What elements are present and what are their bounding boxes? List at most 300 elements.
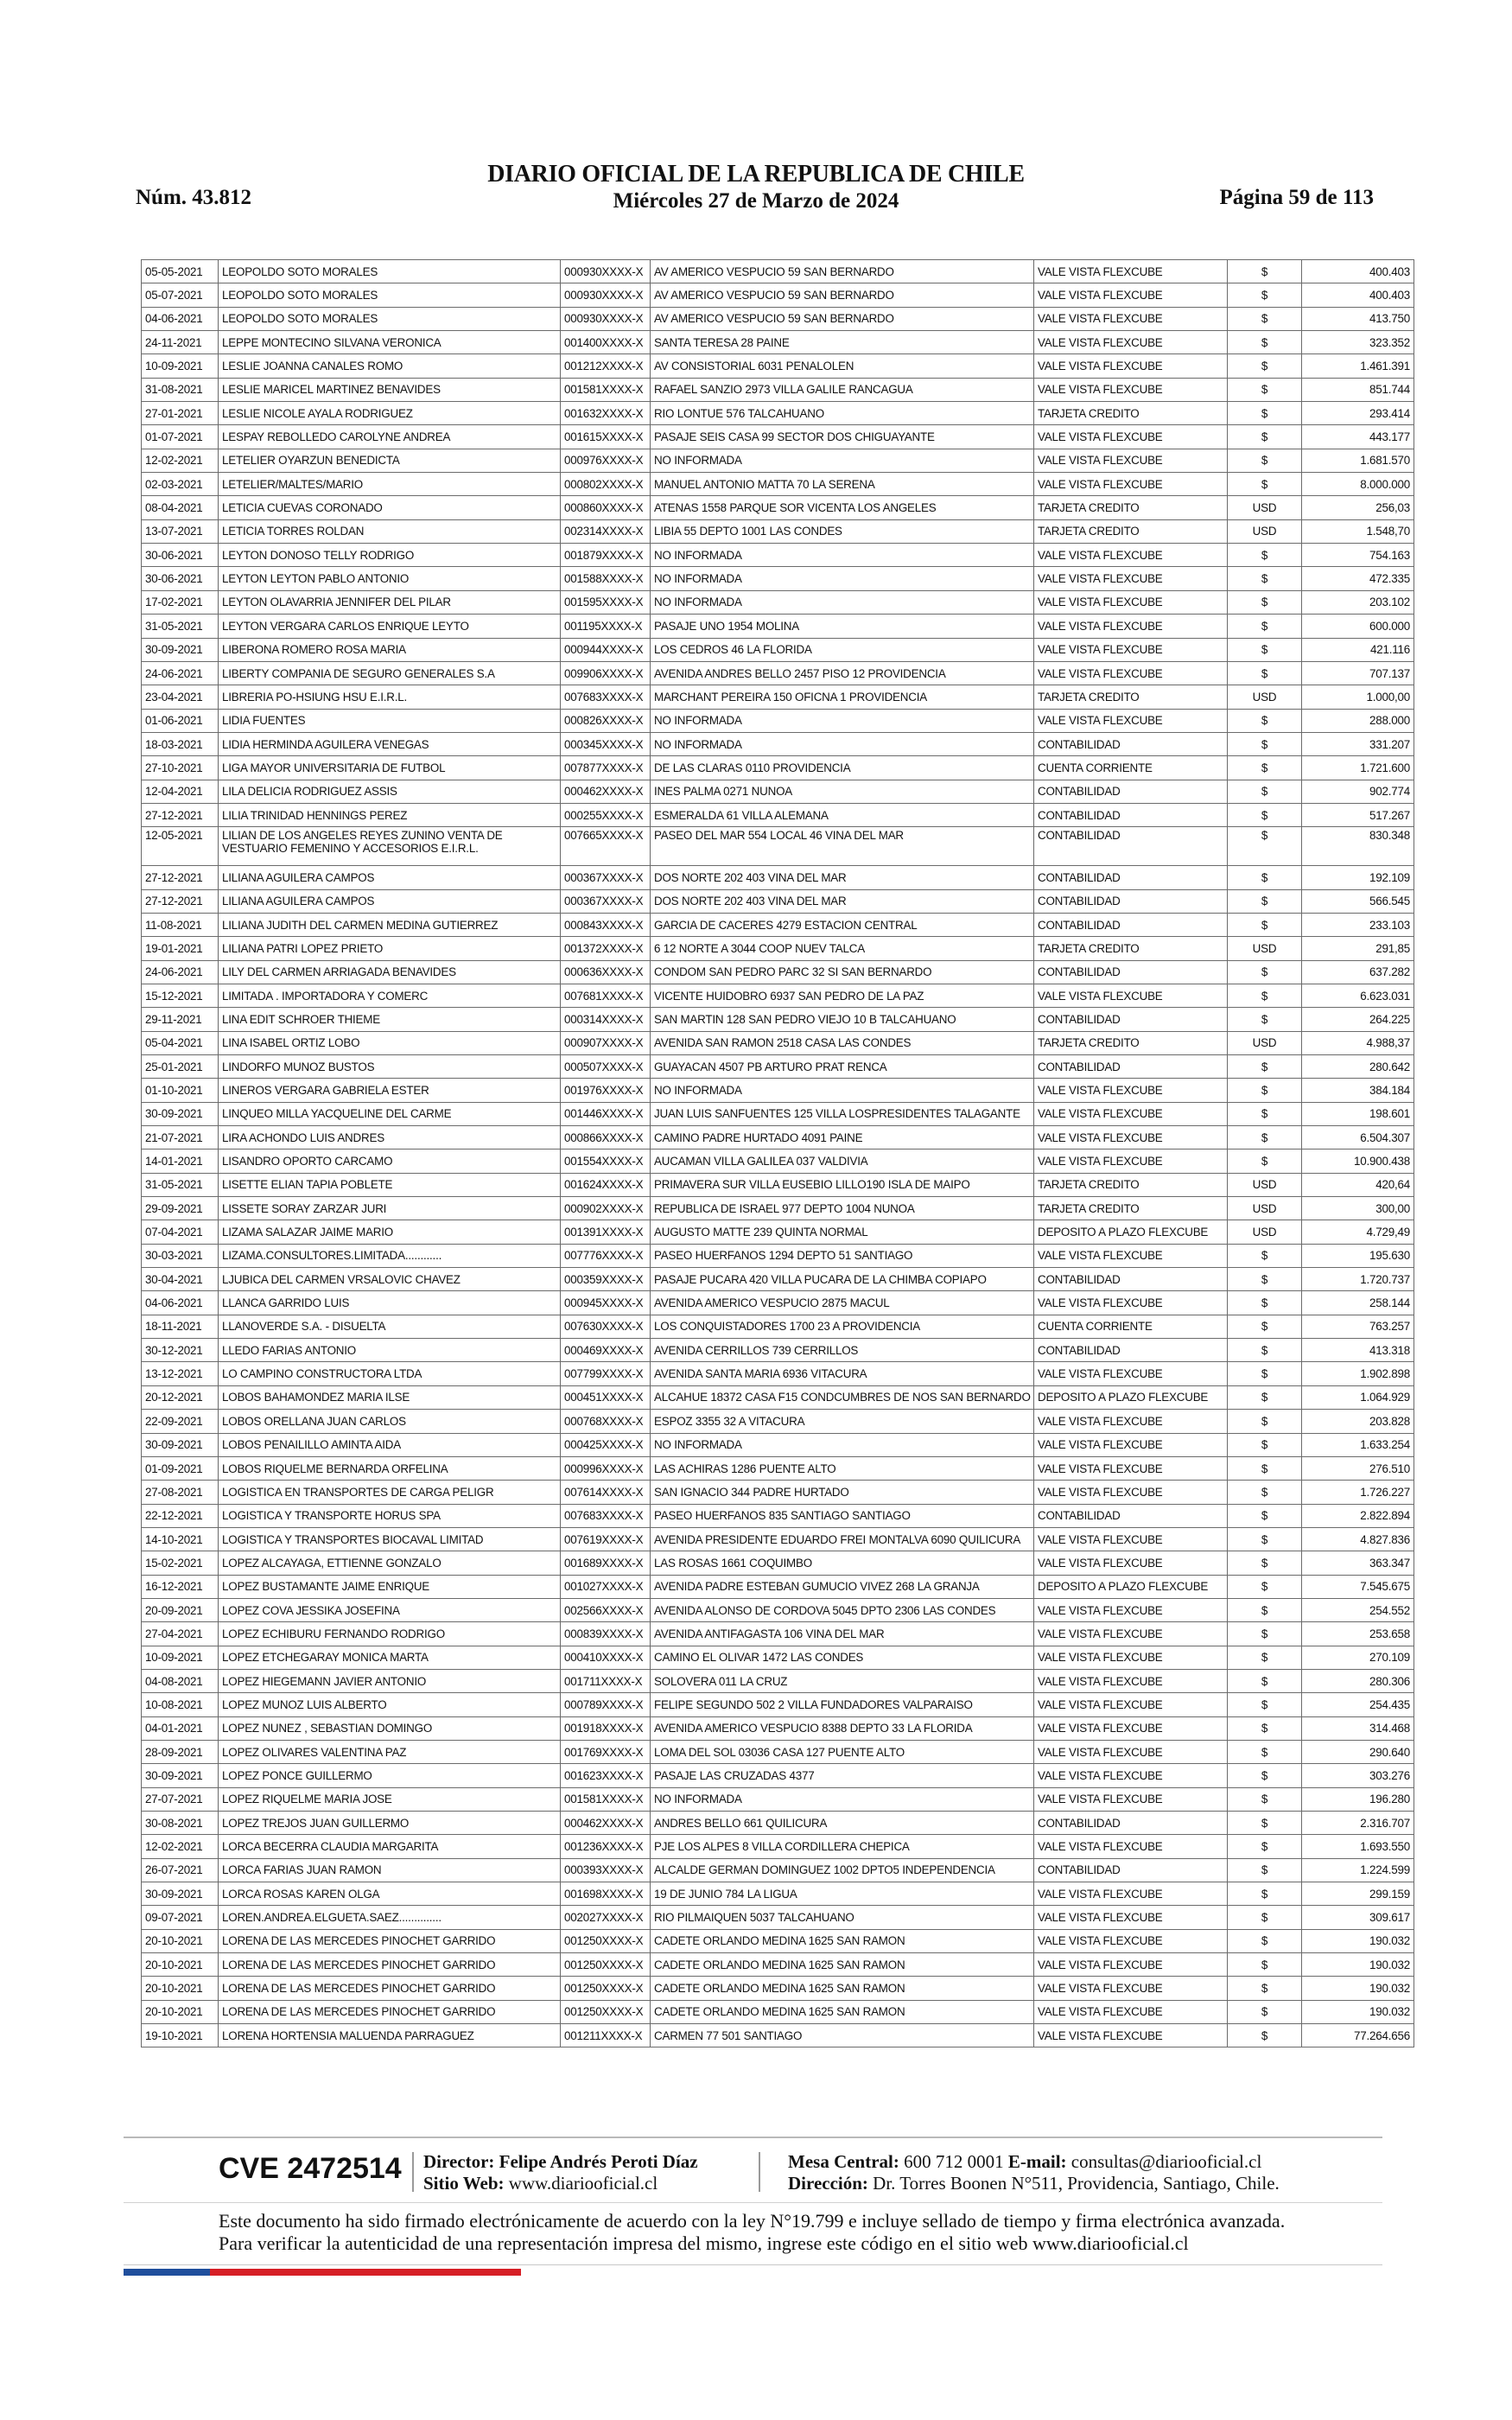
- cell-currency: $: [1228, 1008, 1302, 1031]
- cell-date: 28-09-2021: [142, 1740, 219, 1763]
- cell-rut: 001446XXXX-X: [561, 1102, 651, 1125]
- cell-product: VALE VISTA FLEXCUBE: [1034, 1835, 1228, 1858]
- cell-rut: 001211XXXX-X: [561, 2024, 651, 2047]
- table-row: [142, 1764, 1414, 1787]
- cell-currency: $: [1228, 1456, 1302, 1480]
- cell-product: VALE VISTA FLEXCUBE: [1034, 1244, 1228, 1267]
- table-row: [142, 496, 1414, 519]
- cell-date: 10-08-2021: [142, 1693, 219, 1716]
- cell-currency: $: [1228, 1693, 1302, 1716]
- cell-date: 29-11-2021: [142, 1008, 219, 1031]
- cell-product: CONTABILIDAD: [1034, 732, 1228, 755]
- cell-date: 31-05-2021: [142, 615, 219, 638]
- cell-product: VALE VISTA FLEXCUBE: [1034, 1953, 1228, 1977]
- cell-currency: $: [1228, 1716, 1302, 1740]
- footer-rule-bottom: [124, 2264, 1382, 2265]
- cell-amount: 400.403: [1302, 260, 1414, 283]
- cell-address: INES PALMA 0271 NUNOA: [651, 780, 1034, 803]
- table-row: [142, 1008, 1414, 1031]
- cell-product: TARJETA CREDITO: [1034, 685, 1228, 709]
- cell-name: LETELIER/MALTES/MARIO: [219, 473, 561, 496]
- cell-date: 08-04-2021: [142, 496, 219, 519]
- cell-amount: 4.729,49: [1302, 1220, 1414, 1244]
- cell-rut: 007665XXXX-X: [561, 827, 651, 866]
- cell-name: LETICIA TORRES ROLDAN: [219, 519, 561, 543]
- web-label: Sitio Web:: [423, 2173, 505, 2194]
- cell-amount: 472.335: [1302, 567, 1414, 590]
- cell-amount: 190.032: [1302, 1953, 1414, 1977]
- table-row: [142, 567, 1414, 590]
- cell-rut: 000393XXXX-X: [561, 1858, 651, 1882]
- cell-date: 20-10-2021: [142, 1953, 219, 1977]
- cell-amount: 600.000: [1302, 615, 1414, 638]
- cell-name: LIMITADA . IMPORTADORA Y COMERC: [219, 984, 561, 1007]
- table-row: [142, 756, 1414, 780]
- cell-name: LISANDRO OPORTO CARCAMO: [219, 1150, 561, 1173]
- cell-address: NO INFORMADA: [651, 544, 1034, 567]
- cell-product: VALE VISTA FLEXCUBE: [1034, 1598, 1228, 1621]
- cell-address: NO INFORMADA: [651, 449, 1034, 472]
- cell-date: 14-10-2021: [142, 1527, 219, 1551]
- cell-product: CONTABILIDAD: [1034, 803, 1228, 826]
- table-row: [142, 1646, 1414, 1669]
- cell-name: LORCA FARIAS JUAN RAMON: [219, 1858, 561, 1882]
- cell-amount: 8.000.000: [1302, 473, 1414, 496]
- table-row: [142, 1622, 1414, 1646]
- cell-amount: 256,03: [1302, 496, 1414, 519]
- footer-divider-2: [759, 2152, 760, 2192]
- cell-currency: $: [1228, 1126, 1302, 1150]
- cell-currency: $: [1228, 425, 1302, 449]
- cell-product: CONTABILIDAD: [1034, 866, 1228, 889]
- table-row: [142, 590, 1414, 614]
- address-label: Dirección:: [788, 2173, 868, 2194]
- cell-date: 15-12-2021: [142, 984, 219, 1007]
- cell-currency: $: [1228, 1339, 1302, 1362]
- cell-name: LOGISTICA Y TRANSPORTE HORUS SPA: [219, 1504, 561, 1527]
- cell-rut: 000451XXXX-X: [561, 1385, 651, 1409]
- cell-product: TARJETA CREDITO: [1034, 496, 1228, 519]
- cell-amount: 190.032: [1302, 1929, 1414, 1952]
- cell-name: LORENA DE LAS MERCEDES PINOCHET GARRIDO: [219, 1977, 561, 2000]
- cell-address: PASEO HUERFANOS 835 SANTIAGO SANTIAGO: [651, 1504, 1034, 1527]
- cell-name: LETELIER OYARZUN BENEDICTA: [219, 449, 561, 472]
- cell-rut: 002027XXXX-X: [561, 1906, 651, 1929]
- cell-rut: 000507XXXX-X: [561, 1055, 651, 1079]
- cell-product: VALE VISTA FLEXCUBE: [1034, 984, 1228, 1007]
- cell-amount: 270.109: [1302, 1646, 1414, 1669]
- table-row: [142, 1835, 1414, 1858]
- cell-name: LOREN.ANDREA.ELGUETA.SAEZ..............: [219, 1906, 561, 1929]
- cell-date: 27-10-2021: [142, 756, 219, 780]
- cell-address: NO INFORMADA: [651, 732, 1034, 755]
- cell-rut: 001623XXXX-X: [561, 1764, 651, 1787]
- cell-rut: 002314XXXX-X: [561, 519, 651, 543]
- cell-name: LISSETE SORAY ZARZAR JURI: [219, 1197, 561, 1220]
- cell-address: RIO LONTUE 576 TALCAHUANO: [651, 402, 1034, 425]
- cell-rut: 000866XXXX-X: [561, 1126, 651, 1150]
- cell-amount: 1.681.570: [1302, 449, 1414, 472]
- cell-amount: 195.630: [1302, 1244, 1414, 1267]
- cell-address: RIO PILMAIQUEN 5037 TALCAHUANO: [651, 1906, 1034, 1929]
- cell-name: LEYTON DONOSO TELLY RODRIGO: [219, 544, 561, 567]
- cell-amount: 7.545.675: [1302, 1575, 1414, 1598]
- cell-name: LORENA DE LAS MERCEDES PINOCHET GARRIDO: [219, 2000, 561, 2023]
- cell-amount: 4.827.836: [1302, 1527, 1414, 1551]
- cell-product: VALE VISTA FLEXCUBE: [1034, 1929, 1228, 1952]
- cell-name: LOBOS ORELLANA JUAN CARLOS: [219, 1410, 561, 1433]
- cell-product: VALE VISTA FLEXCUBE: [1034, 354, 1228, 378]
- cell-date: 30-09-2021: [142, 1102, 219, 1125]
- cell-amount: 637.282: [1302, 960, 1414, 984]
- cell-product: VALE VISTA FLEXCUBE: [1034, 1102, 1228, 1125]
- cell-amount: 314.468: [1302, 1716, 1414, 1740]
- cell-currency: $: [1228, 1291, 1302, 1315]
- table-row: [142, 1693, 1414, 1716]
- cell-address: AVENIDA SAN RAMON 2518 CASA LAS CONDES: [651, 1031, 1034, 1054]
- cell-currency: $: [1228, 1740, 1302, 1763]
- cell-product: VALE VISTA FLEXCUBE: [1034, 331, 1228, 354]
- cell-product: VALE VISTA FLEXCUBE: [1034, 473, 1228, 496]
- cell-currency: $: [1228, 1858, 1302, 1882]
- cell-address: CONDOM SAN PEDRO PARC 32 SI SAN BERNARDO: [651, 960, 1034, 984]
- cell-product: VALE VISTA FLEXCUBE: [1034, 1456, 1228, 1480]
- cell-address: NO INFORMADA: [651, 709, 1034, 732]
- cell-rut: 000367XXXX-X: [561, 866, 651, 889]
- cell-address: CAMINO EL OLIVAR 1472 LAS CONDES: [651, 1646, 1034, 1669]
- cell-currency: $: [1228, 260, 1302, 283]
- cell-date: 27-07-2021: [142, 1787, 219, 1811]
- cell-amount: 2.822.894: [1302, 1504, 1414, 1527]
- cell-amount: 1.000,00: [1302, 685, 1414, 709]
- cell-rut: 007683XXXX-X: [561, 685, 651, 709]
- legal-notice: Este documento ha sido firmado electrónicamente de acuerdo con la ley N°19.799 e incluye sellado de tiempo y firma electrónica avanzada. Para verificar la autenticidad de una representación impresa del mismo, ingrese este código en el sitio web www.diariooficial.cl: [219, 2210, 1286, 2254]
- cell-rut: 000410XXXX-X: [561, 1646, 651, 1669]
- cell-rut: 007776XXXX-X: [561, 1244, 651, 1267]
- cell-name: LOBOS BAHAMONDEZ MARIA ILSE: [219, 1385, 561, 1409]
- cell-currency: $: [1228, 709, 1302, 732]
- cell-date: 30-06-2021: [142, 544, 219, 567]
- cell-currency: USD: [1228, 1173, 1302, 1196]
- cell-rut: 000976XXXX-X: [561, 449, 651, 472]
- cell-name: LOGISTICA Y TRANSPORTES BIOCAVAL LIMITAD: [219, 1527, 561, 1551]
- cell-name: LIRA ACHONDO LUIS ANDRES: [219, 1126, 561, 1150]
- table-row: [142, 425, 1414, 449]
- cell-amount: 233.103: [1302, 913, 1414, 936]
- cell-date: 19-01-2021: [142, 937, 219, 960]
- cell-name: LILY DEL CARMEN ARRIAGADA BENAVIDES: [219, 960, 561, 984]
- cell-product: VALE VISTA FLEXCUBE: [1034, 661, 1228, 685]
- cell-date: 04-06-2021: [142, 307, 219, 330]
- table-row: [142, 1977, 1414, 2000]
- cell-currency: $: [1228, 1622, 1302, 1646]
- cell-date: 27-01-2021: [142, 402, 219, 425]
- cell-product: CONTABILIDAD: [1034, 827, 1228, 866]
- cell-name: LOBOS RIQUELME BERNARDA ORFELINA: [219, 1456, 561, 1480]
- table-row: [142, 1362, 1414, 1385]
- cell-product: DEPOSITO A PLAZO FLEXCUBE: [1034, 1385, 1228, 1409]
- cell-name: LEYTON OLAVARRIA JENNIFER DEL PILAR: [219, 590, 561, 614]
- cell-rut: 000944XXXX-X: [561, 638, 651, 661]
- central-phone: 600 712 0001: [904, 2151, 1004, 2172]
- cell-product: CONTABILIDAD: [1034, 1858, 1228, 1882]
- cell-date: 07-04-2021: [142, 1220, 219, 1244]
- cell-rut: 000462XXXX-X: [561, 780, 651, 803]
- cell-currency: $: [1228, 1787, 1302, 1811]
- cell-address: REPUBLICA DE ISRAEL 977 DEPTO 1004 NUNOA: [651, 1197, 1034, 1220]
- table-row: [142, 1079, 1414, 1102]
- cell-currency: $: [1228, 1551, 1302, 1575]
- cell-rut: 007799XXXX-X: [561, 1362, 651, 1385]
- cell-product: CONTABILIDAD: [1034, 1339, 1228, 1362]
- cell-amount: 198.601: [1302, 1102, 1414, 1125]
- central-label: Mesa Central:: [788, 2151, 899, 2172]
- cell-name: LOPEZ OLIVARES VALENTINA PAZ: [219, 1740, 561, 1763]
- cell-amount: 203.102: [1302, 590, 1414, 614]
- cell-date: 25-01-2021: [142, 1055, 219, 1079]
- email-link[interactable]: consultas@diariooficial.cl: [1070, 2151, 1262, 2172]
- cell-product: VALE VISTA FLEXCUBE: [1034, 1362, 1228, 1385]
- cell-date: 27-12-2021: [142, 803, 219, 826]
- cell-currency: $: [1228, 1055, 1302, 1079]
- cve-code: CVE 2472514: [219, 2152, 402, 2185]
- cell-name: LINA EDIT SCHROER THIEME: [219, 1008, 561, 1031]
- cell-address: SANTA TERESA 28 PAINE: [651, 331, 1034, 354]
- cell-date: 23-04-2021: [142, 685, 219, 709]
- cell-address: 19 DE JUNIO 784 LA LIGUA: [651, 1882, 1034, 1906]
- cell-address: CADETE ORLANDO MEDINA 1625 SAN RAMON: [651, 2000, 1034, 2023]
- table-row: [142, 1598, 1414, 1621]
- cell-rut: 001588XXXX-X: [561, 567, 651, 590]
- cell-product: CONTABILIDAD: [1034, 889, 1228, 913]
- cell-amount: 254.552: [1302, 1598, 1414, 1621]
- cell-product: VALE VISTA FLEXCUBE: [1034, 378, 1228, 401]
- cell-product: VALE VISTA FLEXCUBE: [1034, 1433, 1228, 1456]
- table-row: [142, 732, 1414, 755]
- cell-product: CONTABILIDAD: [1034, 960, 1228, 984]
- cell-rut: 001698XXXX-X: [561, 1882, 651, 1906]
- cell-address: NO INFORMADA: [651, 567, 1034, 590]
- cell-name: LIDIA HERMINDA AGUILERA VENEGAS: [219, 732, 561, 755]
- cell-currency: $: [1228, 615, 1302, 638]
- cell-amount: 258.144: [1302, 1291, 1414, 1315]
- masthead: [467, 161, 1045, 214]
- cell-date: 31-08-2021: [142, 378, 219, 401]
- cell-name: LOPEZ ECHIBURU FERNANDO RODRIGO: [219, 1622, 561, 1646]
- table-row: [142, 1410, 1414, 1433]
- cell-amount: 291,85: [1302, 937, 1414, 960]
- cell-amount: 413.750: [1302, 307, 1414, 330]
- cell-address: DOS NORTE 202 403 VINA DEL MAR: [651, 889, 1034, 913]
- cell-product: TARJETA CREDITO: [1034, 937, 1228, 960]
- table-row: [142, 1291, 1414, 1315]
- cell-date: 21-07-2021: [142, 1126, 219, 1150]
- cell-rut: 001250XXXX-X: [561, 1929, 651, 1952]
- cell-product: VALE VISTA FLEXCUBE: [1034, 567, 1228, 590]
- table-row: [142, 473, 1414, 496]
- cell-product: VALE VISTA FLEXCUBE: [1034, 1527, 1228, 1551]
- cell-address: PASAJE PUCARA 420 VILLA PUCARA DE LA CHIMBA COPIAPO: [651, 1268, 1034, 1291]
- registry-table-container: [141, 259, 1410, 2047]
- cell-name: LLANOVERDE S.A. - DISUELTA: [219, 1315, 561, 1338]
- cell-name: LOPEZ RIQUELME MARIA JOSE: [219, 1787, 561, 1811]
- cell-currency: $: [1228, 889, 1302, 913]
- table-row: [142, 1812, 1414, 1835]
- table-row: [142, 913, 1414, 936]
- cell-rut: 000636XXXX-X: [561, 960, 651, 984]
- cell-address: PASAJE SEIS CASA 99 SECTOR DOS CHIGUAYANTE: [651, 425, 1034, 449]
- cell-product: VALE VISTA FLEXCUBE: [1034, 615, 1228, 638]
- cell-date: 17-02-2021: [142, 590, 219, 614]
- footer-contact-block: [788, 2151, 1280, 2194]
- cell-address: ANDRES BELLO 661 QUILICURA: [651, 1812, 1034, 1835]
- table-row: [142, 1220, 1414, 1244]
- email-label: E-mail:: [1007, 2151, 1067, 2172]
- cell-currency: $: [1228, 913, 1302, 936]
- cell-amount: 902.774: [1302, 780, 1414, 803]
- table-row: [142, 2000, 1414, 2023]
- cell-currency: USD: [1228, 496, 1302, 519]
- table-row: [142, 1882, 1414, 1906]
- cell-date: 30-08-2021: [142, 1812, 219, 1835]
- cell-date: 20-12-2021: [142, 1385, 219, 1409]
- table-row: [142, 1481, 1414, 1504]
- cell-date: 30-06-2021: [142, 567, 219, 590]
- flag-blue-segment: [124, 2269, 210, 2276]
- cell-name: LEYTON VERGARA CARLOS ENRIQUE LEYTO: [219, 615, 561, 638]
- table-row: [142, 378, 1414, 401]
- cell-currency: $: [1228, 1953, 1302, 1977]
- cell-product: VALE VISTA FLEXCUBE: [1034, 1622, 1228, 1646]
- table-row: [142, 780, 1414, 803]
- cell-rut: 001236XXXX-X: [561, 1835, 651, 1858]
- cell-address: PJE LOS ALPES 8 VILLA CORDILLERA CHEPICA: [651, 1835, 1034, 1858]
- cell-product: VALE VISTA FLEXCUBE: [1034, 709, 1228, 732]
- cell-amount: 77.264.656: [1302, 2024, 1414, 2047]
- table-row: [142, 1456, 1414, 1480]
- cell-address: 6 12 NORTE A 3044 COOP NUEV TALCA: [651, 937, 1034, 960]
- cell-date: 24-11-2021: [142, 331, 219, 354]
- cell-amount: 363.347: [1302, 1551, 1414, 1575]
- cell-date: 24-06-2021: [142, 661, 219, 685]
- cell-address: PASEO HUERFANOS 1294 DEPTO 51 SANTIAGO: [651, 1244, 1034, 1267]
- cell-date: 29-09-2021: [142, 1197, 219, 1220]
- cell-rut: 001400XXXX-X: [561, 331, 651, 354]
- cell-address: LOS CONQUISTADORES 1700 23 A PROVIDENCIA: [651, 1315, 1034, 1338]
- cell-address: CARMEN 77 501 SANTIAGO: [651, 2024, 1034, 2047]
- registry-table-body: [142, 260, 1414, 2047]
- cell-date: 26-07-2021: [142, 1858, 219, 1882]
- table-row: [142, 331, 1414, 354]
- cell-currency: $: [1228, 2000, 1302, 2023]
- cell-address: PASAJE LAS CRUZADAS 4377: [651, 1764, 1034, 1787]
- cell-date: 27-04-2021: [142, 1622, 219, 1646]
- cell-product: VALE VISTA FLEXCUBE: [1034, 425, 1228, 449]
- cell-amount: 517.267: [1302, 803, 1414, 826]
- cell-currency: $: [1228, 803, 1302, 826]
- cell-date: 04-06-2021: [142, 1291, 219, 1315]
- cell-amount: 1.548,70: [1302, 519, 1414, 543]
- cell-rut: 000902XXXX-X: [561, 1197, 651, 1220]
- cell-name: LETICIA CUEVAS CORONADO: [219, 496, 561, 519]
- cell-address: CADETE ORLANDO MEDINA 1625 SAN RAMON: [651, 1929, 1034, 1952]
- cell-amount: 290.640: [1302, 1740, 1414, 1763]
- web-link[interactable]: www.diariooficial.cl: [508, 2173, 658, 2194]
- table-row: [142, 1551, 1414, 1575]
- cell-currency: $: [1228, 732, 1302, 755]
- cell-currency: $: [1228, 1315, 1302, 1338]
- cell-amount: 1.633.254: [1302, 1433, 1414, 1456]
- cell-name: LEPPE MONTECINO SILVANA VERONICA: [219, 331, 561, 354]
- cell-product: VALE VISTA FLEXCUBE: [1034, 1481, 1228, 1504]
- cell-rut: 002566XXXX-X: [561, 1598, 651, 1621]
- cell-address: RAFAEL SANZIO 2973 VILLA GALILE RANCAGUA: [651, 378, 1034, 401]
- cell-currency: $: [1228, 984, 1302, 1007]
- cell-rut: 001624XXXX-X: [561, 1173, 651, 1196]
- cell-currency: $: [1228, 866, 1302, 889]
- table-row: [142, 1173, 1414, 1196]
- cell-rut: 007630XXXX-X: [561, 1315, 651, 1338]
- cell-address: LOMA DEL SOL 03036 CASA 127 PUENTE ALTO: [651, 1740, 1034, 1763]
- cell-date: 30-09-2021: [142, 1764, 219, 1787]
- cell-name: LILIANA AGUILERA CAMPOS: [219, 866, 561, 889]
- cell-address: SAN IGNACIO 344 PADRE HURTADO: [651, 1481, 1034, 1504]
- cell-date: 13-12-2021: [142, 1362, 219, 1385]
- cell-name: LIDIA FUENTES: [219, 709, 561, 732]
- table-row: [142, 260, 1414, 283]
- cell-address: CADETE ORLANDO MEDINA 1625 SAN RAMON: [651, 1977, 1034, 2000]
- cell-name: LILIANA JUDITH DEL CARMEN MEDINA GUTIERREZ: [219, 913, 561, 936]
- cell-currency: $: [1228, 378, 1302, 401]
- cell-address: AVENIDA SANTA MARIA 6936 VITACURA: [651, 1362, 1034, 1385]
- cell-product: CONTABILIDAD: [1034, 780, 1228, 803]
- cell-amount: 196.280: [1302, 1787, 1414, 1811]
- cell-currency: $: [1228, 1764, 1302, 1787]
- cell-product: VALE VISTA FLEXCUBE: [1034, 1126, 1228, 1150]
- table-row: [142, 1339, 1414, 1362]
- cell-amount: 421.116: [1302, 638, 1414, 661]
- cell-rut: 001581XXXX-X: [561, 378, 651, 401]
- cell-date: 30-12-2021: [142, 1339, 219, 1362]
- cell-name: LINDORFO MUNOZ BUSTOS: [219, 1055, 561, 1079]
- cell-currency: USD: [1228, 1031, 1302, 1054]
- table-row: [142, 519, 1414, 543]
- cell-amount: 288.000: [1302, 709, 1414, 732]
- cell-name: LORCA BECERRA CLAUDIA MARGARITA: [219, 1835, 561, 1858]
- cell-rut: 001581XXXX-X: [561, 1787, 651, 1811]
- cell-amount: 190.032: [1302, 1977, 1414, 2000]
- cell-currency: USD: [1228, 1197, 1302, 1220]
- cell-rut: 000945XXXX-X: [561, 1291, 651, 1315]
- cell-amount: 303.276: [1302, 1764, 1414, 1787]
- cell-product: VALE VISTA FLEXCUBE: [1034, 2000, 1228, 2023]
- cell-currency: USD: [1228, 1220, 1302, 1244]
- cell-rut: 001689XXXX-X: [561, 1551, 651, 1575]
- table-row: [142, 1858, 1414, 1882]
- table-row: [142, 1716, 1414, 1740]
- director-label: Director:: [423, 2151, 495, 2172]
- cell-name: LIZAMA.CONSULTORES.LIMITADA............: [219, 1244, 561, 1267]
- cell-name: LESLIE MARICEL MARTINEZ BENAVIDES: [219, 378, 561, 401]
- cell-address: AV AMERICO VESPUCIO 59 SAN BERNARDO: [651, 307, 1034, 330]
- cell-rut: 001372XXXX-X: [561, 937, 651, 960]
- cell-amount: 331.207: [1302, 732, 1414, 755]
- cell-amount: 420,64: [1302, 1173, 1414, 1196]
- cell-date: 01-09-2021: [142, 1456, 219, 1480]
- cell-rut: 000996XXXX-X: [561, 1456, 651, 1480]
- table-row: [142, 889, 1414, 913]
- cell-date: 12-02-2021: [142, 1835, 219, 1858]
